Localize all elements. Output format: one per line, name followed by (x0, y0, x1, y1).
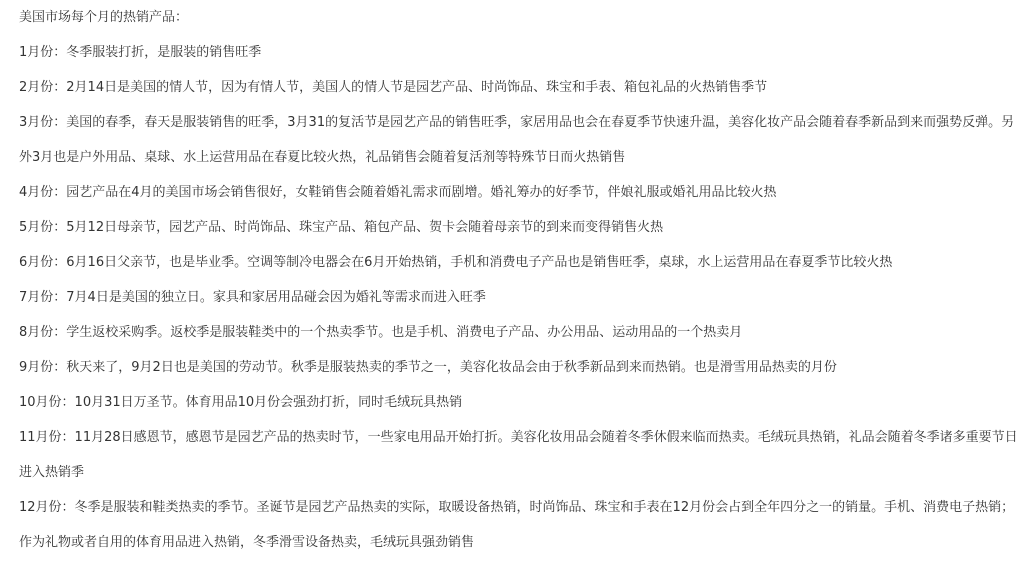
month-paragraph-sep: 9月份：秋天来了，9月2日也是美国的劳动节。秋季是服装热卖的季节之一，美容化妆品会由于秋季新品到来而热销。也是滑雪用品热卖的月份 (19, 360, 837, 375)
month-paragraph-jan: 1月份：冬季服装打折，是服装的销售旺季 (19, 45, 262, 60)
month-paragraph-jun: 6月份：6月16日父亲节，也是毕业季。空调等制冷电器会在6月开始热销，手机和消费电子产品也是销售旺季，桌球，水上运营用品在春夏季节比较火热 (19, 255, 893, 270)
article-body (19, 0, 1021, 560)
article-heading: 美国市场每个月的热销产品： (19, 10, 189, 25)
month-paragraph-apr: 4月份：园艺产品在4月的美国市场会销售很好，女鞋销售会随着婚礼需求而剧增。婚礼筹办的好季节，伴娘礼服或婚礼用品比较火热 (19, 185, 777, 200)
month-paragraph-dec: 12月份：冬季是服装和鞋类热卖的季节。圣诞节是园艺产品热卖的实际，取暖设备热销，时尚饰品、珠宝和手表在12月份会占到全年四分之一的销量。手机、消费电子热销；作为礼物或者自用的体育用品进入热销，冬季滑雪设备热卖，毛绒玩具强劲销售 (19, 500, 1015, 550)
month-paragraph-mar: 3月份：美国的春季，春天是服装销售的旺季，3月31的复活节是园艺产品的销售旺季，家居用品也会在春夏季节快速升温，美容化妆产品会随着春季新品到来而强势反弹。另外3月也是户外用品、桌球、水上运营用品在春夏比较火热，礼品销售会随着复活剂等特殊节日而火热销售 (19, 115, 1015, 165)
month-paragraph-nov: 11月份：11月28日感恩节，感恩节是园艺产品的热卖时节，一些家电用品开始打折。美容化妆用品会随着冬季休假来临而热卖。毛绒玩具热销，礼品会随着冬季诸多重要节日进入热销季 (19, 430, 1018, 480)
month-paragraph-may: 5月份：5月12日母亲节，园艺产品、时尚饰品、珠宝产品、箱包产品、贺卡会随着母亲节的到来而变得销售火热 (19, 220, 664, 235)
month-paragraph-aug: 8月份：学生返校采购季。返校季是服装鞋类中的一个热卖季节。也是手机、消费电子产品、办公用品、运动用品的一个热卖月 (19, 325, 743, 340)
month-paragraph-oct: 10月份：10月31日万圣节。体育用品10月份会强劲打折，同时毛绒玩具热销 (19, 395, 463, 410)
month-paragraph-feb: 2月份：2月14日是美国的情人节，因为有情人节，美国人的情人节是园艺产品、时尚饰品、珠宝和手表、箱包礼品的火热销售季节 (19, 80, 768, 95)
month-paragraph-jul: 7月份：7月4日是美国的独立日。家具和家居用品碰会因为婚礼等需求而进入旺季 (19, 290, 486, 305)
